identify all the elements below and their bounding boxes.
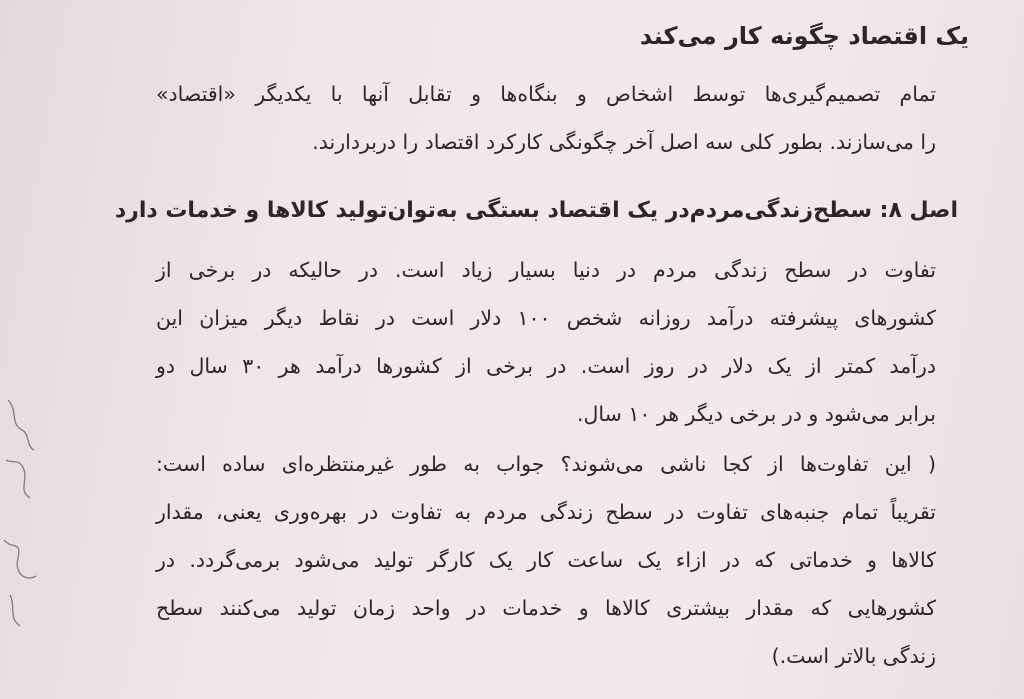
paragraph-3-line-4: کشورهایی که مقدار بیشتری کالاها و خدمات در واحد زمان تولید می‌کنند سطح [156, 596, 936, 620]
principle-heading: اصل ۸: سطح‌زندگی‌مردم‌در یک اقتصاد بستگی به‌توان‌تولید کالاها و خدمات دارد [114, 198, 958, 223]
handwritten-margin-notes [0, 390, 48, 650]
paragraph-3-line-2: تقریباً تمام جنبه‌های تفاوت در سطح زندگی مردم به تفاوت در بهره‌وری یعنی، مقدار [156, 500, 936, 524]
paragraph-2-line-3: درآمد کمتر از یک دلار در روز است. در برخی از کشورها درآمد هر ۳۰ سال دو [156, 354, 936, 378]
paragraph-3-line-5: زندگی بالاتر است.) [771, 644, 936, 668]
section-title: یک اقتصاد چگونه کار می‌کند [639, 22, 969, 50]
paragraph-3-line-3: کالاها و خدماتی که در ازاء یک ساعت کار یک کارگر تولید می‌شود برمی‌گردد. در [156, 548, 936, 572]
paragraph-2-line-1: تفاوت در سطح زندگی مردم در دنیا بسیار زیاد است. در حالیکه در برخی از [156, 258, 936, 282]
paragraph-2-line-2: کشورهای پیشرفته درآمد روزانه شخص ۱۰۰ دلار است در نقاط دیگر میزان این [156, 306, 936, 330]
intro-line-2: را می‌سازند. بطور کلی سه اصل آخر چگونگی کارکرد اقتصاد را دربردارند. [312, 130, 936, 154]
intro-line-1: تمام تصمیم‌گیری‌ها توسط اشخاص و بنگاه‌ها و تقابل آنها با یکدیگر «اقتصاد» [156, 82, 936, 106]
paragraph-2-line-4: برابر می‌شود و در برخی دیگر هر ۱۰ سال. [577, 402, 936, 426]
paragraph-3-line-1: ( این تفاوت‌ها از کجا ناشی می‌شوند؟ جواب به طور غیرمنتظره‌ای ساده است: [156, 452, 936, 476]
